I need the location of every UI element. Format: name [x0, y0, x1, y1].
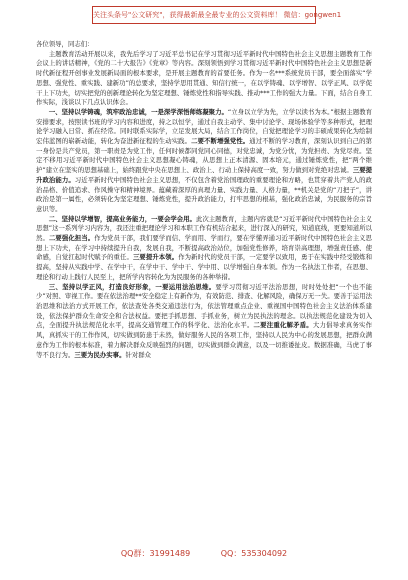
section-heading: 三、坚持以学正风，打造良好形象，一要运用法治思维。 — [48, 282, 216, 291]
body-text: 通过不断的学习教育，深刻认识到自己的第一身份是共产党员，第一职责是为党工作，任何时候都同党同心同德，对党忠诚，为党分忧，为党担责、为党尽责。坚定不移用习近平新时代中国特色社会主义思想凝心铸魂，从思想上正本清源、固本培元，通过锤炼党性，把“两个维护”建立在坚实的思想基础上，始终跟党中央在思想上、政治上、行动上保持高度一致，努力做到对党绝对忠诚。 — [36, 137, 373, 175]
section-heading: 三要提升本领。 — [132, 253, 179, 262]
section-heading: 二要注重化解矛盾。 — [253, 321, 313, 330]
document-body — [36, 40, 372, 360]
body-text: 此次主题教育，主题内容就是“习近平新时代中国特色社会主义思想”这一系列学习内容为，我还注重把理论学习和本职工作有机结合起来，进行深入的研究，知道底线，更要知道所以然。 — [36, 214, 373, 243]
intro-paragraph — [36, 50, 372, 108]
paragraph-list — [36, 50, 372, 361]
greeting: 各位领导，同志们： — [36, 40, 94, 48]
section-paragraph — [36, 215, 372, 283]
section-heading: 二、坚持以学增智，提高业务能力，一要会学会用。 — [48, 214, 196, 223]
body-text: 大力倡导求真务实作风，真抓实干的工作作风，切实做到防患于未然，做好服务人民的各项工作，坚持以人民为中心的发展思想，把群众满意作为工作的根本标准，着力解决群众反映强烈的问题，切实做到群众满意，以及一切推诿扯皮。数据准确，马虎了事等不良行为。 — [36, 321, 373, 359]
section-paragraph — [36, 283, 372, 361]
section-heading: 二要不断增强党性。 — [191, 137, 250, 146]
section-heading: 三要为民办实事。 — [74, 350, 126, 359]
body-text: “立身以立学为先，立学以读书为本。”根据主题教育安排要求，按照读书班的学习内容和进度，持之以恒学，通过自我主动学、集中讨论学、现场体验学等多种形式，把理论学习融入日常、抓在经常。同时联系实际学，立足发展大局，结合工作岗位，自觉把理论学习的丰硕成果转化为绘制宏伟蓝图的崭新动能，转化为奋进新征程的生动实践。 — [36, 107, 373, 146]
body-text: 针对群众 — [125, 350, 152, 359]
qq-label: QQ：535304092 — [220, 549, 288, 558]
footer — [0, 548, 408, 559]
body-text: 要学习贯彻习近平法治思想，时时处处把“一个也不能少”对照、审视工作。要在依法治理**安全稳定上有新作为，有效防范、排查、化解风险，确保万无一失。要善于运用法治思维和法治方式开展工作，依法查处各类交通违法行为，依法管理重点企业、重视国中国特色社会主义法治体系建设，依法保护群众生命安全和合法权益。要把手抓思想、手抓业务，树立为民执法的理念。以执法规范化建设为切入点，全面提升执法规范化水平，提高交通管理工作的科学化、法治化水平。 — [36, 282, 372, 330]
body-text: 主题教育活动开展以来，我先后学习了习近平总书记在学习贯彻习近平新时代中国特色社会主义思想主题教育工作会议上的讲话精神，《党的二十大报告》《党章》等内容。深刻领悟到学习贯彻习近平新时代中国特色社会主义思想是新时代新征程开创事业发展新局面的根本要求，是开展主题教育的首要任务。作为一名***系统党员干部，要全面落实“学思想、强党性、重实践、建新功”的总要求，坚持学思用贯通、知信行统一，在以学铸魂、以学增智、以学正风、以学促干上下功夫，切实把党的创新理论转化为坚定理想、锤炼党性和指导实践、推动***工作的强大力量。下面，结合自身工作实际，浅谈以下几点认识体会。 — [36, 49, 372, 107]
header-banner: 关注头条号"公文研究"，获得最新最全最专业的公文资料库！ 微信：gongwen1 — [92, 6, 316, 24]
qq-group-label: QQ群：31991489 — [120, 549, 191, 558]
section-heading: 三要提升政治能力。 — [36, 166, 372, 184]
body-text: 作为新时代的党员干部，一定要学以致用，勇于在实践中经受锻炼和提高，坚持从实践中学、在学中干，在学中干、学中干、学中用、以学增强自身本领。作为一名执法工作者，在思想、理论和行动上践行人民至上，把所学内容转化为为民服务的各种举措。 — [36, 253, 373, 281]
section-paragraph — [36, 108, 372, 215]
section-heading: 一、坚持以学铸魂，筑牢政治忠诚，一是深学深悟师练凝聚力。 — [48, 107, 228, 116]
body-text: 作为党员干部，我们要学而信、学而用、学而行，要在学懂弄通习近平新时代中国特色社会主义思想上下功夫，在学习中持续提升自我，发展自我，不断提高政治站位，加强党性修养，培育崇高理想，增强责任感、使命感，自觉扛起时代赋予的重任。 — [36, 234, 373, 262]
body-text: 习近平新时代中国特色社会主义思想，不仅包含着党治国理政的重要理论和方略，也贯穿着共产党人的政治品格、价值追求、作风操守和精神境界。蕴藏着深厚的真理力量、实践力量、人格力量，**机关是党的“刀把子”，讲政治是第一属性，必须转化为坚定理想、锤炼党性，提升政治能力，打牢思想的根基，强化政治忠诚，为民服务的宗旨意识等。 — [36, 175, 373, 213]
section-heading: 二要强化担当。 — [48, 234, 95, 243]
